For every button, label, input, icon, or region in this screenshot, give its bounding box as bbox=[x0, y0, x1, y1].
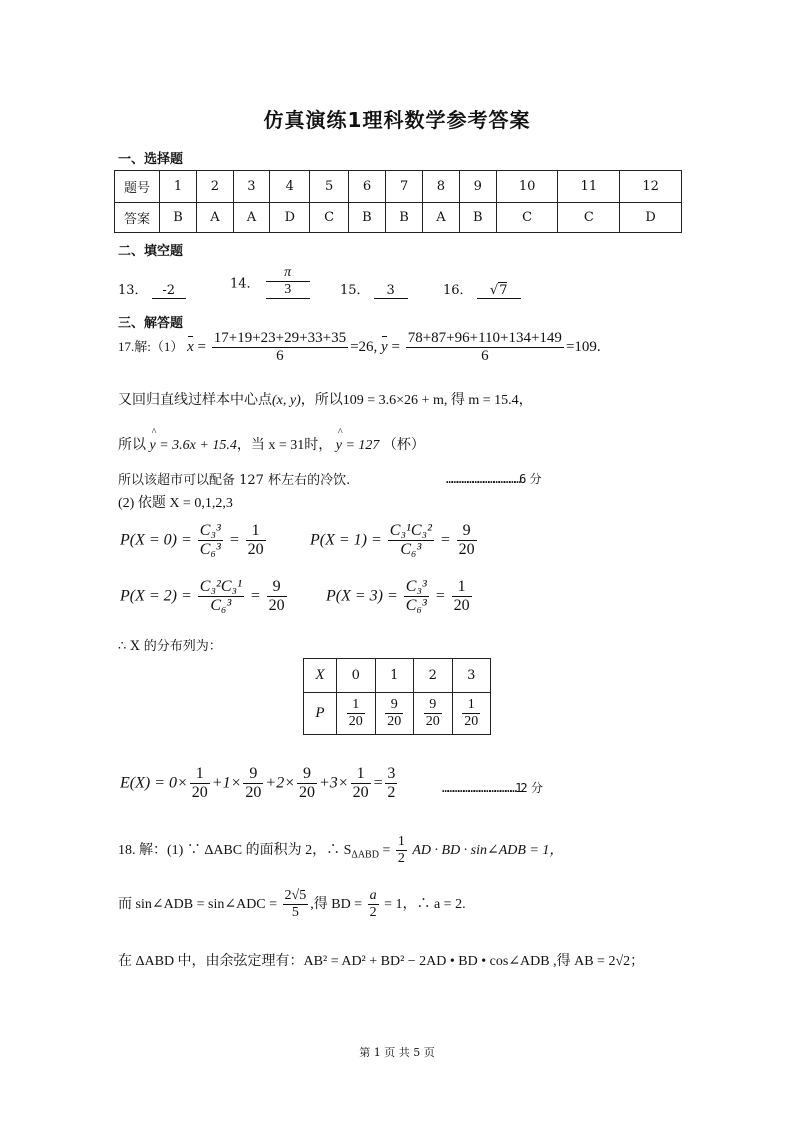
q18-l2-frac bbox=[283, 888, 309, 921]
number-cell: 2 bbox=[197, 171, 234, 203]
number-cell: 9 bbox=[459, 171, 496, 203]
number-cell: 1 bbox=[160, 171, 197, 203]
dist-p-cell bbox=[337, 693, 376, 735]
p2-combo-num: C₃²C₃¹ bbox=[198, 578, 244, 597]
ex-frac-num: 1 bbox=[351, 765, 371, 784]
q18-l1-frac-num: 1 bbox=[396, 834, 407, 851]
ex-lhs: E(X) = 0× bbox=[120, 774, 188, 792]
distribution-table bbox=[303, 658, 491, 735]
p2-lhs: P(X = 2) = bbox=[120, 587, 192, 605]
row-label-number: 题号 bbox=[115, 171, 160, 203]
p3-value-den: 20 bbox=[453, 597, 470, 615]
q17-part2: (2) 依题 X = 0,1,2,3 bbox=[118, 496, 233, 511]
section-fill: 二、填空题 bbox=[118, 244, 184, 259]
fill-q14 bbox=[230, 265, 312, 299]
p3-value bbox=[452, 578, 472, 616]
q18-l2-frac-num: 2√5 bbox=[283, 888, 309, 905]
q18-l1-frac bbox=[396, 834, 407, 867]
number-cell: 12 bbox=[620, 171, 682, 203]
dist-p-cell bbox=[375, 693, 414, 735]
q18-l1-frac-den: 2 bbox=[397, 851, 405, 867]
x-mean-value: =26, bbox=[350, 339, 378, 356]
answer-cell: C bbox=[558, 203, 620, 233]
ex-frac-num: 9 bbox=[243, 765, 263, 784]
number-cell: 10 bbox=[496, 171, 558, 203]
fill-q16 bbox=[443, 279, 521, 299]
q18-l2-frac-den: 5 bbox=[291, 905, 299, 921]
q16-answer: √7 bbox=[477, 283, 521, 299]
p3-value-num: 1 bbox=[452, 578, 472, 597]
ex-term: +1× bbox=[211, 774, 242, 792]
dist-p-den: 20 bbox=[464, 714, 479, 729]
q16-radicand: 7 bbox=[499, 283, 508, 298]
dist-p-cell bbox=[414, 693, 453, 735]
ex-frac bbox=[243, 765, 263, 803]
q17-line2 bbox=[118, 389, 533, 409]
answer-cell: B bbox=[459, 203, 496, 233]
ex-frac bbox=[351, 765, 371, 803]
section-answer: 三、解答题 bbox=[118, 316, 184, 331]
dist-p-num: 1 bbox=[347, 697, 365, 714]
answer-cell: B bbox=[160, 203, 197, 233]
dist-p-num: 9 bbox=[385, 697, 403, 714]
p3-combo-num: C₃³ bbox=[404, 578, 429, 597]
p0-lhs: P(X = 0) = bbox=[120, 531, 192, 549]
p0-value-den: 20 bbox=[247, 541, 264, 559]
q18-line3: 在 ΔABD 中，由余弦定理有：AB² = AD² + BD² − 2AD • BD • cos∠ADB ,得 AB = 2√2； bbox=[118, 954, 645, 969]
p1-value-den: 20 bbox=[458, 541, 475, 559]
answer-cell: D bbox=[620, 203, 682, 233]
number-cell: 6 bbox=[348, 171, 385, 203]
number-cell: 3 bbox=[233, 171, 270, 203]
regression-equation: ^ y = 3.6x + 15.4 bbox=[150, 438, 237, 453]
q18-l1-c: AD · BD · sin∠ADB = 1， bbox=[412, 842, 564, 858]
page-title: 仿真演练1理科数学参考答案 bbox=[263, 108, 531, 132]
p1-combo-num: C₃¹C₃² bbox=[388, 522, 434, 541]
dist-p-row bbox=[304, 693, 491, 735]
answer-cell: A bbox=[423, 203, 460, 233]
q17-score1: ……………………………………6 分 bbox=[446, 472, 540, 486]
p2-value-num: 9 bbox=[267, 578, 287, 597]
dist-x-cell: 1 bbox=[375, 659, 414, 693]
p0-line: P(X = 0) = $\frac{\text{C₃³}}{\text{C₆³}}$ = $\frac{1}{20}$ bbox=[120, 522, 264, 559]
answer-cell: C bbox=[310, 203, 349, 233]
ex-frac-den: 20 bbox=[245, 784, 262, 802]
ex-frac-den: 20 bbox=[298, 784, 315, 802]
p1-value bbox=[457, 522, 477, 560]
y-mean-numerator: 78+87+96+110+134+149 bbox=[406, 330, 564, 348]
section-choice: 一、选择题 bbox=[118, 152, 184, 167]
ex-frac-num: 9 bbox=[297, 765, 317, 784]
p0-combo-den: C₆³ bbox=[199, 541, 221, 559]
q17-line3 bbox=[118, 434, 425, 454]
q13-label: 13． bbox=[118, 283, 148, 298]
p1-combo bbox=[388, 522, 434, 560]
choice-answer-row bbox=[115, 203, 682, 233]
y-mean-value: =109. bbox=[565, 339, 601, 356]
q18-line1 bbox=[118, 834, 563, 867]
p2-combo bbox=[198, 578, 244, 616]
dist-p-num: 9 bbox=[424, 697, 442, 714]
p2-combo-den: C₆³ bbox=[210, 597, 232, 615]
ex-frac-den: 20 bbox=[191, 784, 208, 802]
q17-line3-b: ，当 x = 31时， bbox=[236, 438, 333, 453]
q18-l2-c: = 1，∴ a = 2. bbox=[384, 896, 466, 912]
expectation-line bbox=[120, 765, 399, 803]
dist-p-label: P bbox=[304, 693, 337, 735]
p3-combo-den: C₆³ bbox=[405, 597, 427, 615]
ex-frac bbox=[190, 765, 210, 803]
q18-l1-a: 18. 解：(1) ∵ ΔABC 的面积为 2，∴ S bbox=[118, 842, 352, 858]
ex-term: = bbox=[372, 774, 384, 792]
ex-frac-den: 20 bbox=[352, 784, 369, 802]
p2-value-den: 20 bbox=[268, 597, 285, 615]
number-cell: 8 bbox=[423, 171, 460, 203]
answer-cell: C bbox=[496, 203, 558, 233]
q17-line2-b: ，所以109 = 3.6×26 + m, 得 m = 15.4， bbox=[300, 393, 533, 408]
dist-intro: ∴ X 的分布列为： bbox=[118, 639, 222, 654]
dist-x-cell: 3 bbox=[452, 659, 491, 693]
x-mean-denominator: 6 bbox=[276, 348, 284, 365]
p2-value bbox=[267, 578, 287, 616]
ex-result-den: 2 bbox=[387, 784, 396, 802]
q18-l2-frac2 bbox=[368, 888, 379, 921]
dist-p-den: 20 bbox=[425, 714, 440, 729]
number-cell: 5 bbox=[310, 171, 349, 203]
fill-q13 bbox=[118, 279, 186, 299]
prediction-value: ^ y = 127 bbox=[336, 438, 380, 453]
dist-p-den: 20 bbox=[387, 714, 402, 729]
q17-line2-a: 又回归直线过样本中心点 bbox=[118, 393, 272, 408]
page-footer: 第 1 页 共 5 页 bbox=[359, 1046, 435, 1059]
q14-denominator: 3 bbox=[266, 282, 310, 299]
dist-x-row bbox=[304, 659, 491, 693]
q18-l2-frac2-num: a bbox=[368, 888, 379, 905]
p1-combo-den: C₆³ bbox=[400, 541, 422, 559]
ex-result-num: 3 bbox=[385, 765, 397, 784]
q14-numerator: π bbox=[266, 265, 310, 282]
choice-number-row bbox=[115, 171, 682, 203]
q14-answer bbox=[266, 265, 310, 299]
q18-l2-frac2-den: 2 bbox=[369, 905, 377, 921]
q17-score2: ……………………………………12 分 bbox=[442, 781, 541, 795]
p3-line: P(X = 3) = $\frac{\text{C₃³}}{\text{C₆³}}$ = $\frac{1}{20}$ bbox=[326, 578, 470, 615]
ex-frac-num: 1 bbox=[190, 765, 210, 784]
q17-line3-a: 所以 bbox=[118, 438, 146, 453]
dist-x-cell: 0 bbox=[337, 659, 376, 693]
x-bar-symbol: x bbox=[187, 339, 194, 356]
number-cell: 4 bbox=[270, 171, 310, 203]
p0-combo-num: C₃³ bbox=[198, 522, 223, 541]
ex-term: +2× bbox=[265, 774, 295, 792]
q17-line3-d: （杯） bbox=[382, 438, 425, 453]
q18-l1-sub: ΔABD bbox=[351, 849, 379, 861]
p1-line: P(X = 1) = $\frac{\text{C₃¹C₃²}}{\text{C₆³}}$ = $\frac{9}{20}$ bbox=[310, 522, 475, 559]
y-mean-fraction bbox=[406, 330, 564, 366]
q14-label: 14． bbox=[230, 276, 260, 292]
ex-result bbox=[385, 765, 397, 803]
p3-combo bbox=[404, 578, 429, 616]
ex-frac bbox=[297, 765, 317, 803]
q17-line4: 所以该超市可以配备 127 杯左右的冷饮. bbox=[118, 473, 351, 488]
p1-lhs: P(X = 1) = bbox=[310, 531, 382, 549]
x-mean-numerator: 17+19+23+29+33+35 bbox=[212, 330, 348, 348]
p1-value-num: 9 bbox=[457, 522, 477, 541]
q13-answer: -2 bbox=[152, 283, 186, 299]
q15-label: 15． bbox=[340, 283, 370, 298]
answer-cell: B bbox=[386, 203, 423, 233]
q16-label: 16． bbox=[443, 283, 473, 298]
p3-lhs: P(X = 3) = bbox=[326, 587, 398, 605]
p0-value bbox=[246, 522, 266, 560]
dist-p-num: 1 bbox=[462, 697, 480, 714]
q18-l1-b: = bbox=[378, 842, 391, 858]
q17-head: 17.解:（1） bbox=[118, 339, 184, 355]
choice-table bbox=[114, 170, 682, 233]
p0-value-num: 1 bbox=[246, 522, 266, 541]
p2-line: P(X = 2) = $\frac{\text{C₃²C₃¹}}{\text{C₆³}}$ = $\frac{9}{20}$ bbox=[120, 578, 285, 615]
q15-answer: 3 bbox=[374, 283, 408, 299]
x-mean-fraction bbox=[212, 330, 348, 366]
fill-q15 bbox=[340, 279, 408, 299]
answer-cell: A bbox=[233, 203, 270, 233]
answer-cell: B bbox=[348, 203, 385, 233]
dist-x-cell: 2 bbox=[414, 659, 453, 693]
dist-p-cell bbox=[452, 693, 491, 735]
answer-cell: D bbox=[270, 203, 310, 233]
q18-l2-a: 而 sin∠ADB = sin∠ADC = bbox=[118, 896, 278, 912]
p0-combo bbox=[198, 522, 223, 560]
y-bar-symbol: y bbox=[381, 339, 388, 356]
row-label-answer: 答案 bbox=[115, 203, 160, 233]
ex-term: +3× bbox=[318, 774, 349, 792]
center-point: (x, y) bbox=[272, 393, 301, 408]
dist-p-den: 20 bbox=[348, 714, 363, 729]
q17-means-line: 17.解:（1） x = $\frac{17+19+23+29+33+35}{6}$ =26, y = $\frac{78+87+96+110+134+149}{6}$ =109. bbox=[118, 330, 601, 365]
number-cell: 11 bbox=[558, 171, 620, 203]
dist-x-label: X bbox=[304, 659, 337, 693]
number-cell: 7 bbox=[386, 171, 423, 203]
answer-cell: A bbox=[197, 203, 234, 233]
y-mean-denominator: 6 bbox=[481, 348, 489, 365]
q18-line2 bbox=[118, 888, 466, 921]
q18-l2-b: ,得 BD = bbox=[310, 896, 363, 912]
